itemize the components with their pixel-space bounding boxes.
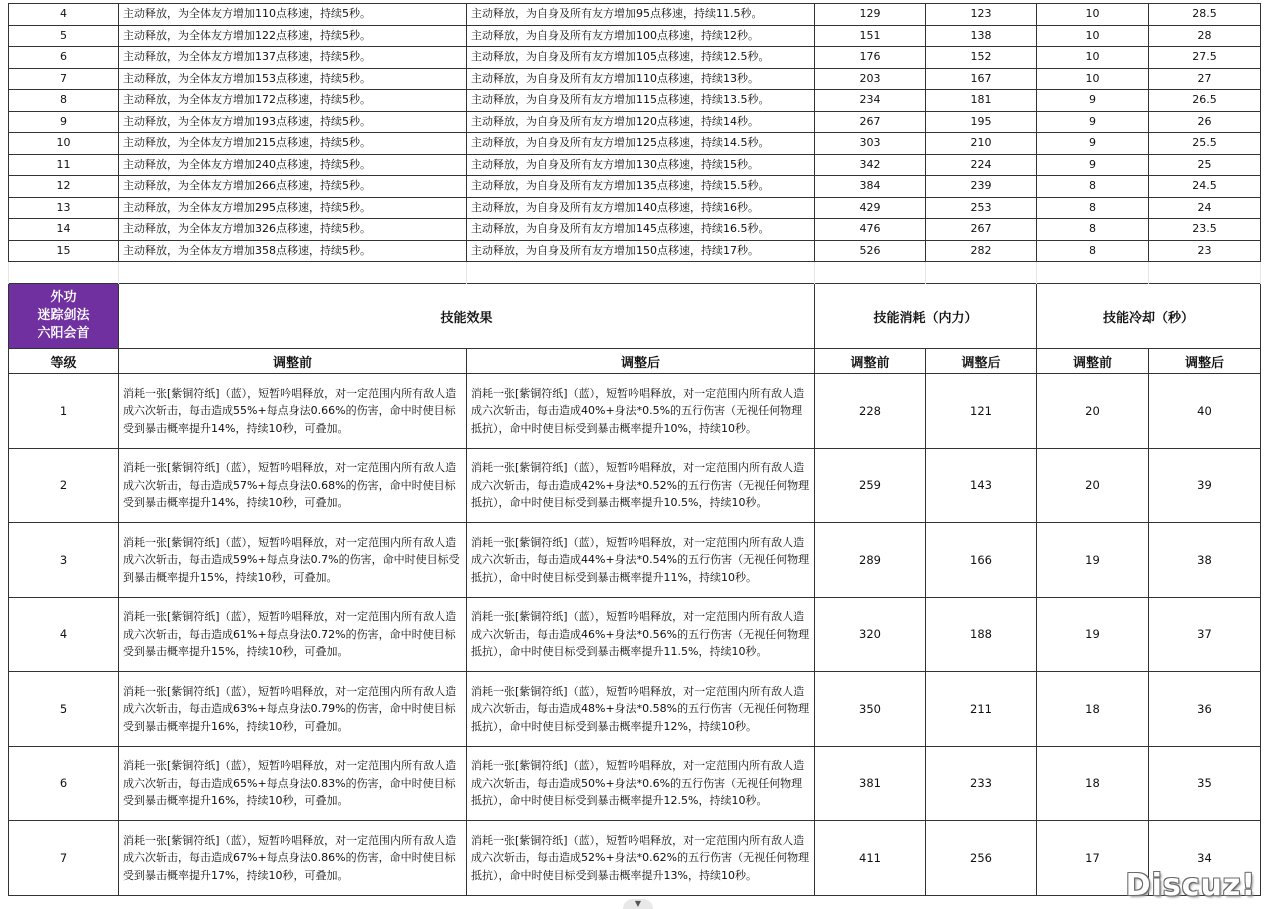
cost-before-cell: 289 bbox=[815, 523, 926, 598]
table-row bbox=[9, 176, 1261, 198]
cooldown-before-cell: 9 bbox=[1037, 154, 1149, 176]
col-effect-before: 调整前 bbox=[119, 349, 467, 374]
cost-after-cell: 224 bbox=[926, 154, 1037, 176]
effect-after-cell: 主动释放，为自身及所有友方增加105点移速，持续12.5秒。 bbox=[467, 47, 815, 69]
cooldown-after-cell: 28.5 bbox=[1149, 4, 1261, 26]
skill-name: 迷踪剑法 bbox=[37, 308, 90, 323]
cost-after-cell: 282 bbox=[926, 240, 1037, 262]
cost-after-cell: 138 bbox=[926, 25, 1037, 47]
skill-name-cell bbox=[9, 284, 119, 349]
level-cell: 3 bbox=[9, 523, 119, 598]
cooldown-after-cell: 24.5 bbox=[1149, 176, 1261, 198]
cooldown-before-cell: 20 bbox=[1037, 374, 1149, 449]
cost-before-cell: 303 bbox=[815, 133, 926, 155]
level-cell: 8 bbox=[9, 90, 119, 112]
table-row bbox=[9, 219, 1261, 241]
cooldown-before-cell: 8 bbox=[1037, 176, 1149, 198]
previous-skill-rows bbox=[9, 4, 1261, 262]
cost-after-cell: 267 bbox=[926, 219, 1037, 241]
table-row bbox=[9, 90, 1261, 112]
effect-before-cell: 消耗一张[紫铜符纸]（蓝），短暂吟唱释放，对一定范围内所有敌人造成六次斩击，每击造成63%+每点身法0.79%的伤害，命中时使目标受到暴击概率提升16%，持续10秒，可叠加。 bbox=[119, 672, 467, 747]
cooldown-before-cell: 18 bbox=[1037, 746, 1149, 821]
table-row bbox=[9, 448, 1261, 523]
cost-after-cell: 233 bbox=[926, 746, 1037, 821]
cost-after-cell: 152 bbox=[926, 47, 1037, 69]
cooldown-before-cell: 10 bbox=[1037, 68, 1149, 90]
cost-after-cell: 143 bbox=[926, 448, 1037, 523]
table-row bbox=[9, 197, 1261, 219]
scroll-down-icon[interactable]: ▼ bbox=[623, 899, 653, 909]
col-cd-before: 调整前 bbox=[1037, 349, 1149, 374]
effect-before-cell: 主动释放，为全体友方增加137点移速，持续5秒。 bbox=[119, 47, 467, 69]
table-row bbox=[9, 597, 1261, 672]
table-row bbox=[9, 47, 1261, 69]
cost-after-cell: 123 bbox=[926, 4, 1037, 26]
effect-before-cell: 消耗一张[紫铜符纸]（蓝），短暂吟唱释放，对一定范围内所有敌人造成六次斩击，每击造成65%+每点身法0.83%的伤害，命中时使目标受到暴击概率提升16%，持续10秒，可叠加。 bbox=[119, 746, 467, 821]
table-row bbox=[9, 25, 1261, 47]
header-cost: 技能消耗（内力） bbox=[815, 284, 1037, 349]
cooldown-before-cell: 8 bbox=[1037, 197, 1149, 219]
level-cell: 7 bbox=[9, 68, 119, 90]
cost-before-cell: 259 bbox=[815, 448, 926, 523]
effect-after-cell: 主动释放，为自身及所有友方增加120点移速，持续14秒。 bbox=[467, 111, 815, 133]
cooldown-after-cell: 35 bbox=[1149, 746, 1261, 821]
effect-after-cell: 主动释放，为自身及所有友方增加125点移速，持续14.5秒。 bbox=[467, 133, 815, 155]
level-cell: 4 bbox=[9, 4, 119, 26]
table-row bbox=[9, 111, 1261, 133]
effect-before-cell: 主动释放，为全体友方增加295点移速，持续5秒。 bbox=[119, 197, 467, 219]
effect-after-cell: 主动释放，为自身及所有友方增加110点移速，持续13秒。 bbox=[467, 68, 815, 90]
effect-before-cell: 主动释放，为全体友方增加358点移速，持续5秒。 bbox=[119, 240, 467, 262]
level-cell: 4 bbox=[9, 597, 119, 672]
cooldown-before-cell: 10 bbox=[1037, 4, 1149, 26]
level-cell: 6 bbox=[9, 746, 119, 821]
cooldown-after-cell: 27 bbox=[1149, 68, 1261, 90]
col-cost-after: 调整后 bbox=[926, 349, 1037, 374]
cooldown-after-cell: 26.5 bbox=[1149, 90, 1261, 112]
skill-rows bbox=[9, 374, 1261, 896]
effect-before-cell: 主动释放，为全体友方增加266点移速，持续5秒。 bbox=[119, 176, 467, 198]
table-row bbox=[9, 821, 1261, 896]
spreadsheet bbox=[8, 3, 1260, 896]
cooldown-before-cell: 10 bbox=[1037, 25, 1149, 47]
effect-before-cell: 消耗一张[紫铜符纸]（蓝），短暂吟唱释放，对一定范围内所有敌人造成六次斩击，每击造成55%+每点身法0.66%的伤害，命中时使目标受到暴击概率提升14%，持续10秒，可叠加。 bbox=[119, 374, 467, 449]
col-level: 等级 bbox=[9, 349, 119, 374]
effect-before-cell: 消耗一张[紫铜符纸]（蓝），短暂吟唱释放，对一定范围内所有敌人造成六次斩击，每击造成59%+每点身法0.7%的伤害，命中时使目标受到暴击概率提升15%，持续10秒，可叠加。 bbox=[119, 523, 467, 598]
effect-after-cell: 主动释放，为自身及所有友方增加130点移速，持续15秒。 bbox=[467, 154, 815, 176]
cost-before-cell: 476 bbox=[815, 219, 926, 241]
header-cooldown: 技能冷却（秒） bbox=[1037, 284, 1261, 349]
cooldown-before-cell: 8 bbox=[1037, 240, 1149, 262]
level-cell: 2 bbox=[9, 448, 119, 523]
cooldown-after-cell: 37 bbox=[1149, 597, 1261, 672]
effect-before-cell: 消耗一张[紫铜符纸]（蓝），短暂吟唱释放，对一定范围内所有敌人造成六次斩击，每击造成57%+每点身法0.68%的伤害，命中时使目标受到暴击概率提升14%，持续10秒，可叠加。 bbox=[119, 448, 467, 523]
cost-before-cell: 350 bbox=[815, 672, 926, 747]
cost-before-cell: 203 bbox=[815, 68, 926, 90]
level-cell: 6 bbox=[9, 47, 119, 69]
cost-after-cell: 253 bbox=[926, 197, 1037, 219]
effect-after-cell: 消耗一张[紫铜符纸]（蓝），短暂吟唱释放，对一定范围内所有敌人造成六次斩击，每击造成46%+身法*0.56%的五行伤害（无视任何物理抵抗），命中时使目标受到暴击概率提升11.5%，持续10秒。 bbox=[467, 597, 815, 672]
cost-before-cell: 411 bbox=[815, 821, 926, 896]
level-cell: 5 bbox=[9, 672, 119, 747]
table-row bbox=[9, 523, 1261, 598]
cooldown-after-cell: 40 bbox=[1149, 374, 1261, 449]
effect-before-cell: 主动释放，为全体友方增加215点移速，持续5秒。 bbox=[119, 133, 467, 155]
effect-before-cell: 主动释放，为全体友方增加240点移速，持续5秒。 bbox=[119, 154, 467, 176]
cooldown-before-cell: 19 bbox=[1037, 523, 1149, 598]
table-row bbox=[9, 672, 1261, 747]
cost-after-cell: 195 bbox=[926, 111, 1037, 133]
cost-before-cell: 234 bbox=[815, 90, 926, 112]
level-cell: 10 bbox=[9, 133, 119, 155]
skill-category: 外功 bbox=[50, 290, 77, 305]
effect-after-cell: 消耗一张[紫铜符纸]（蓝），短暂吟唱释放，对一定范围内所有敌人造成六次斩击，每击造成48%+身法*0.58%的五行伤害（无视任何物理抵抗），命中时使目标受到暴击概率提升12%，持续10秒。 bbox=[467, 672, 815, 747]
cost-before-cell: 526 bbox=[815, 240, 926, 262]
cost-after-cell: 166 bbox=[926, 523, 1037, 598]
header-effect: 技能效果 bbox=[119, 284, 815, 349]
cooldown-before-cell: 20 bbox=[1037, 448, 1149, 523]
level-cell: 11 bbox=[9, 154, 119, 176]
cost-before-cell: 228 bbox=[815, 374, 926, 449]
cooldown-after-cell: 23 bbox=[1149, 240, 1261, 262]
effect-after-cell: 消耗一张[紫铜符纸]（蓝），短暂吟唱释放，对一定范围内所有敌人造成六次斩击，每击造成52%+身法*0.62%的五行伤害（无视任何物理抵抗），命中时使目标受到暴击概率提升13%，持续10秒。 bbox=[467, 821, 815, 896]
effect-after-cell: 主动释放，为自身及所有友方增加140点移速，持续16秒。 bbox=[467, 197, 815, 219]
effect-before-cell: 消耗一张[紫铜符纸]（蓝），短暂吟唱释放，对一定范围内所有敌人造成六次斩击，每击造成67%+每点身法0.86%的伤害，命中时使目标受到暴击概率提升17%，持续10秒，可叠加。 bbox=[119, 821, 467, 896]
cooldown-after-cell: 34 bbox=[1149, 821, 1261, 896]
cooldown-before-cell: 17 bbox=[1037, 821, 1149, 896]
cost-before-cell: 381 bbox=[815, 746, 926, 821]
cooldown-after-cell: 27.5 bbox=[1149, 47, 1261, 69]
cost-before-cell: 342 bbox=[815, 154, 926, 176]
effect-before-cell: 主动释放，为全体友方增加110点移速，持续5秒。 bbox=[119, 4, 467, 26]
effect-after-cell: 主动释放，为自身及所有友方增加95点移速，持续11.5秒。 bbox=[467, 4, 815, 26]
effect-before-cell: 主动释放，为全体友方增加172点移速，持续5秒。 bbox=[119, 90, 467, 112]
spacer-row-group bbox=[9, 262, 1261, 284]
table-row bbox=[9, 154, 1261, 176]
cooldown-before-cell: 9 bbox=[1037, 111, 1149, 133]
cooldown-before-cell: 8 bbox=[1037, 219, 1149, 241]
cooldown-after-cell: 38 bbox=[1149, 523, 1261, 598]
effect-after-cell: 消耗一张[紫铜符纸]（蓝），短暂吟唱释放，对一定范围内所有敌人造成六次斩击，每击造成40%+身法*0.5%的五行伤害（无视任何物理抵抗），命中时使目标受到暴击概率提升10%，持续10秒。 bbox=[467, 374, 815, 449]
skill-subname: 六阳会首 bbox=[37, 326, 90, 341]
cooldown-before-cell: 9 bbox=[1037, 90, 1149, 112]
cooldown-after-cell: 23.5 bbox=[1149, 219, 1261, 241]
cost-after-cell: 121 bbox=[926, 374, 1037, 449]
cost-after-cell: 167 bbox=[926, 68, 1037, 90]
cost-before-cell: 320 bbox=[815, 597, 926, 672]
cooldown-after-cell: 28 bbox=[1149, 25, 1261, 47]
table-row bbox=[9, 240, 1261, 262]
effect-after-cell: 消耗一张[紫铜符纸]（蓝），短暂吟唱释放，对一定范围内所有敌人造成六次斩击，每击造成42%+身法*0.52%的五行伤害（无视任何物理抵抗），命中时使目标受到暴击概率提升10.5%，持续10秒。 bbox=[467, 448, 815, 523]
effect-before-cell: 主动释放，为全体友方增加122点移速，持续5秒。 bbox=[119, 25, 467, 47]
level-cell: 13 bbox=[9, 197, 119, 219]
cooldown-after-cell: 24 bbox=[1149, 197, 1261, 219]
effect-after-cell: 主动释放，为自身及所有友方增加145点移速，持续16.5秒。 bbox=[467, 219, 815, 241]
table-row bbox=[9, 746, 1261, 821]
level-cell: 5 bbox=[9, 25, 119, 47]
cooldown-before-cell: 9 bbox=[1037, 133, 1149, 155]
effect-before-cell: 主动释放，为全体友方增加326点移速，持续5秒。 bbox=[119, 219, 467, 241]
cost-before-cell: 151 bbox=[815, 25, 926, 47]
cost-before-cell: 429 bbox=[815, 197, 926, 219]
cost-before-cell: 267 bbox=[815, 111, 926, 133]
effect-before-cell: 主动释放，为全体友方增加193点移速，持续5秒。 bbox=[119, 111, 467, 133]
level-cell: 1 bbox=[9, 374, 119, 449]
cost-before-cell: 384 bbox=[815, 176, 926, 198]
skill-header bbox=[9, 284, 1261, 374]
effect-after-cell: 主动释放，为自身及所有友方增加115点移速，持续13.5秒。 bbox=[467, 90, 815, 112]
skill-comparison-table bbox=[8, 3, 1261, 896]
cooldown-after-cell: 25.5 bbox=[1149, 133, 1261, 155]
level-cell: 14 bbox=[9, 219, 119, 241]
cost-after-cell: 239 bbox=[926, 176, 1037, 198]
level-cell: 12 bbox=[9, 176, 119, 198]
spacer-row bbox=[9, 262, 1261, 284]
cooldown-before-cell: 10 bbox=[1037, 47, 1149, 69]
col-cd-after: 调整后 bbox=[1149, 349, 1261, 374]
level-cell: 9 bbox=[9, 111, 119, 133]
header-row-2 bbox=[9, 349, 1261, 374]
effect-before-cell: 消耗一张[紫铜符纸]（蓝），短暂吟唱释放，对一定范围内所有敌人造成六次斩击，每击造成61%+每点身法0.72%的伤害，命中时使目标受到暴击概率提升15%，持续10秒，可叠加。 bbox=[119, 597, 467, 672]
cooldown-before-cell: 19 bbox=[1037, 597, 1149, 672]
cost-before-cell: 129 bbox=[815, 4, 926, 26]
table-row bbox=[9, 133, 1261, 155]
cooldown-after-cell: 26 bbox=[1149, 111, 1261, 133]
discuz-watermark: Discuz! bbox=[1125, 868, 1256, 903]
cooldown-before-cell: 18 bbox=[1037, 672, 1149, 747]
effect-after-cell: 主动释放，为自身及所有友方增加150点移速，持续17秒。 bbox=[467, 240, 815, 262]
effect-after-cell: 主动释放，为自身及所有友方增加135点移速，持续15.5秒。 bbox=[467, 176, 815, 198]
cost-before-cell: 176 bbox=[815, 47, 926, 69]
cooldown-after-cell: 25 bbox=[1149, 154, 1261, 176]
cost-after-cell: 181 bbox=[926, 90, 1037, 112]
cost-after-cell: 188 bbox=[926, 597, 1037, 672]
cooldown-after-cell: 36 bbox=[1149, 672, 1261, 747]
effect-after-cell: 消耗一张[紫铜符纸]（蓝），短暂吟唱释放，对一定范围内所有敌人造成六次斩击，每击造成50%+身法*0.6%的五行伤害（无视任何物理抵抗），命中时使目标受到暴击概率提升12.5%，持续10秒。 bbox=[467, 746, 815, 821]
col-cost-before: 调整前 bbox=[815, 349, 926, 374]
table-row bbox=[9, 68, 1261, 90]
cost-after-cell: 256 bbox=[926, 821, 1037, 896]
effect-after-cell: 主动释放，为自身及所有友方增加100点移速，持续12秒。 bbox=[467, 25, 815, 47]
header-row-1 bbox=[9, 284, 1261, 349]
level-cell: 7 bbox=[9, 821, 119, 896]
effect-after-cell: 消耗一张[紫铜符纸]（蓝），短暂吟唱释放，对一定范围内所有敌人造成六次斩击，每击造成44%+身法*0.54%的五行伤害（无视任何物理抵抗），命中时使目标受到暴击概率提升11%，持续10秒。 bbox=[467, 523, 815, 598]
cost-after-cell: 210 bbox=[926, 133, 1037, 155]
level-cell: 15 bbox=[9, 240, 119, 262]
table-row bbox=[9, 4, 1261, 26]
col-effect-after: 调整后 bbox=[467, 349, 815, 374]
cooldown-after-cell: 39 bbox=[1149, 448, 1261, 523]
cost-after-cell: 211 bbox=[926, 672, 1037, 747]
effect-before-cell: 主动释放，为全体友方增加153点移速，持续5秒。 bbox=[119, 68, 467, 90]
table-row bbox=[9, 374, 1261, 449]
